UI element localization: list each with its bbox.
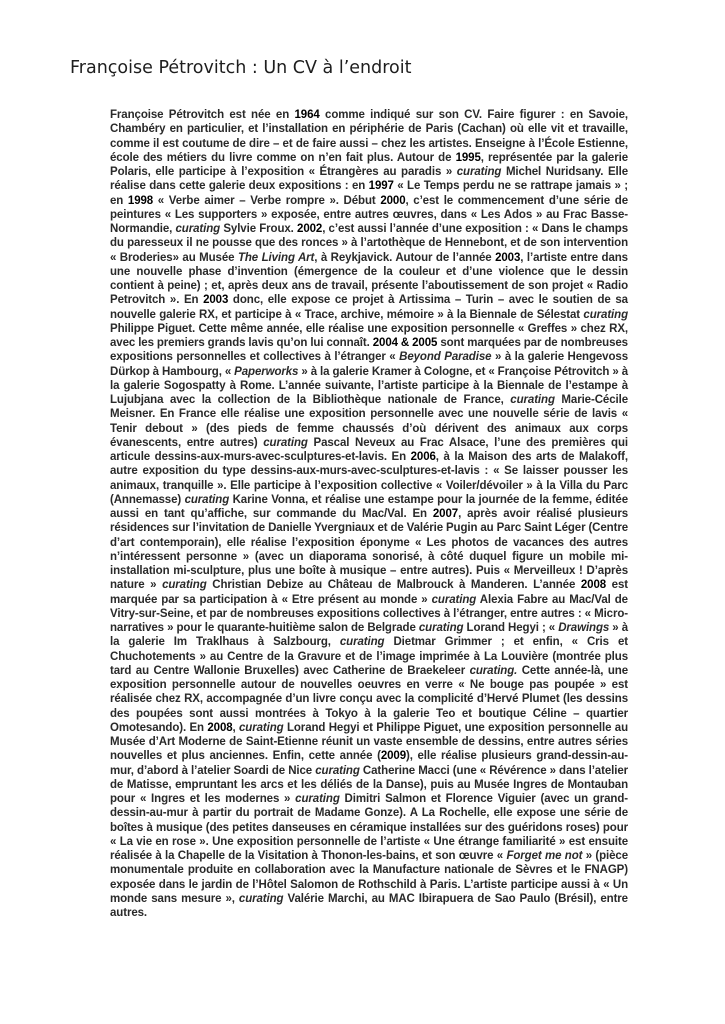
cv-paragraph — [110, 108, 628, 920]
text-run: Philippe Piguet. Cette même année, elle réalise une exposition personnelle « Greffes » chez RX, avec les premiers grands lavis qu’on lui connaît. — [110, 322, 628, 349]
text-run: Valérie Marchi, au MAC Ibirapuera de Sao Paulo (Brésil), entre autres. — [110, 892, 628, 919]
text-run: est marquée par sa participation à « Etre présent au monde » — [110, 579, 628, 606]
text-run: » à la galerie Kramer à Cologne, et « Françoise Pétrovitch » à la galerie Sogospatty à Rome. L’année suivante, l’artiste participe à la Biennale de l’estampe à Lujubjana avec la collection de la Bibliothèque nationale de France, — [110, 365, 629, 406]
text-run: Christian Debize au Château de Malbrouck à Manderen. L’année — [206, 579, 581, 592]
text-run: Cette année-là, une exposition personnelle autour de nouvelles oeuvres en verre « Ne bouge pas poupée » est réalisée chez RX, accompagnée d’un livre conçu avec la complicité d’Hervé Plumet (les dessins des poupées sont aussi montrées à Tokyo à la galerie Teo et boutique Céline – quartier Omotesando). En — [110, 664, 628, 734]
italic-text-run: curating — [263, 436, 308, 449]
text-run: donc, elle expose ce projet à Artissima – Turin – avec le soutien de sa nouvelle galerie RX, et participe à « Trace, archive, mémoire » à la Biennale de Sélestat — [110, 294, 628, 321]
year-text-run: 2003 — [495, 251, 521, 264]
italic-text-run: Beyond Paradise — [399, 351, 492, 364]
year-text-run: 2002 — [297, 223, 323, 235]
italic-text-run: curating — [510, 394, 555, 406]
text-run: ), elle réalise plusieurs grand-dessin-au-mur, d’abord à l’atelier Soardi de Nice — [110, 750, 629, 777]
year-text-run: 1995 — [455, 151, 481, 164]
italic-text-run: curating — [175, 223, 221, 235]
italic-text-run: curating — [315, 764, 360, 777]
year-text-run: 2006 — [410, 451, 436, 463]
year-text-run: 1964 — [294, 109, 320, 121]
year-text-run: 2008 — [580, 579, 607, 592]
text-run: sont marquées par de nombreuses expositions personnelles et collectives à l’étranger « — [110, 337, 628, 364]
year-text-run: 2009 — [380, 750, 406, 763]
text-run: « Verbe aimer – Verbe rompre ». Début — [153, 194, 381, 207]
text-run: Pascal Neveux au Frac Alsace, l’une des premières qui articule dessins-aux-murs-avec-sculptures-et-lavis. En — [110, 436, 628, 463]
text-run: « Le Temps perdu ne se rattrape jamais » ; en — [110, 180, 629, 207]
year-text-run: 1998 — [127, 194, 154, 207]
text-run: , à Reykjavick. Autour de l’année — [314, 251, 496, 264]
text-run: » à la galerie Im Traklhaus à Salzbourg, — [110, 622, 629, 649]
text-run: Catherine Macci (une « Révérence » dans l’atelier de Matisse, empruntant les arcs et les déliés de la Danse), puis au Musée Ingres de Montauban pour « Ingres et les modernes » — [110, 764, 628, 805]
text-run: , — [232, 721, 240, 734]
year-text-run: 2003 — [203, 294, 229, 307]
italic-text-run: curating — [239, 721, 284, 734]
year-text-run: 2007 — [432, 508, 459, 520]
text-run: Marie-Cécile Meisner. En France elle réalise une exposition personnelle avec une nouvelle série de lavis « Tenir debout » (des pieds de femme chaussés d’où dérivent des animaux aux corps évanescents, entre autres) — [110, 394, 628, 449]
italic-text-run: curating — [418, 622, 464, 634]
text-run: , l’artiste entre dans une nouvelle phase d’invention (émergence de la couleur et d’une violence que le dessin contient à peine) ; et, après deux ans de travail, présente l’aboutissement de son projet « Radio Petrovitch ». En — [110, 251, 628, 307]
italic-text-run: curating — [583, 308, 628, 321]
text-run: comme indiqué sur son CV. Faire figurer : en Savoie, Chambéry en particulier, et l’installation en périphérie de Paris (Cachan) où elle vit et travaille, comme il est coutume de dire – et de faire aussi – chez les artistes. Enseigne à l’École Estienne, école des métiers du livre comme on n’en fait plus. Autour de — [110, 109, 628, 164]
italic-text-run: Drawings — [558, 622, 610, 634]
text-run: Michel Nuridsany. Elle réalise dans cette galerie deux expositions : en — [110, 166, 628, 193]
text-run: Dietmar Grimmer ; et enfin, « Cris et Chuchotements » au Centre de la Gravure et de l’image imprimée à La Louvière (montrée plus tard au Centre Wallonie Bruxelles) avec Catherine de Braekeleer — [110, 636, 628, 677]
text-run: , représentée par la galerie Polaris, elle participe à l’exposition « Étrangères au paradis » — [110, 151, 628, 178]
text-run: Lorand Hegyi et Philippe Piguet, une exposition personnelle au Musée d’Art Moderne de Saint-Etienne réunit un vaste ensemble de dessins, entre autres séries nouvelles et plus anciennes. Enfin, cette année ( — [110, 721, 629, 763]
text-run: Alexia Fabre au Mac/Val de Vitry-sur-Seine, et par de nombreuses expositions collectives à l’étranger, entre autres : « Micro-narratives » pour le quarante-huitième salon de Belgrade — [110, 593, 628, 634]
italic-text-run: Paperworks — [234, 365, 299, 378]
italic-text-run: curating — [238, 892, 284, 905]
year-text-run: 1997 — [368, 180, 394, 193]
italic-text-run: curating — [456, 166, 502, 178]
italic-text-run: The Living Art — [237, 251, 315, 264]
italic-text-run: curating — [184, 493, 230, 506]
italic-text-run: curating — [339, 636, 385, 649]
text-run: Lorand Hegyi ; « — [463, 622, 559, 634]
text-run: » (pièce monumentale produite en collaboration avec la Manufacture nationale de Sèvres et le FNAGP) exposée dans le jardin de l’Hôtel Salomon de Rothschild à Paris. L’artiste participe aussi à « Un monde sans mesure », — [110, 850, 629, 905]
text-run: Françoise Pétrovitch est née en — [110, 109, 295, 121]
text-run: Dimitri Salmon et Florence Viguier (avec un grand-dessin-au-mur à partir du portrait de Madame Gonze). A La Rochelle, elle expose une série de boîtes à musique (des petites danseuses en céramique installées sur des guéridons roses) pour « La vie en rose ». Une exposition personnelle de l’artiste « Une étrange familiarité » est ensuite réalisée à la Chapelle de la Visitation à Thonon-les-bains, et son œuvre « — [110, 793, 629, 862]
text-run: , à la Maison des arts de Malakoff, autre exposition du type dessins-aux-murs-avec-sculptures-et-lavis : « Se laisser pousser les animaux, tranquille ». Elle participe à l’exposition collective « Voiler/dévoiler » à la Villa du Parc (Annemasse) — [110, 451, 628, 506]
year-text-run: 2000 — [380, 194, 406, 207]
text-run: Karine Vonna, et réalise une estampe pour la journée de la femme, éditée aussi en tant qu’affiche, sur commande du Mac/Val. En — [110, 493, 628, 520]
document-title: Françoise Pétrovitch : Un CV à l’endroit — [70, 58, 412, 78]
year-text-run: 2004 & 2005 — [372, 337, 438, 349]
text-run: , c’est aussi l’année d’une exposition : « Dans le champs du paresseux il ne pousse que des ronces » à l’artothèque de Hennebont, et de son intervention « Broderies» au Musée — [110, 223, 629, 264]
italic-text-run: curating — [162, 579, 207, 592]
year-text-run: 2008 — [207, 721, 233, 734]
text-run: , après avoir réalisé plusieurs résidences sur l’invitation de Danielle Yvergniaux et de Valérie Pugin au Parc Saint Léger (Centre d’art contemporain), elle réalise l’exposition éponyme « Les photos de vacances des autres n’intéressent personne » (avec un diaporama sonorisé, à côté duquel figure un mobile mi-installation mi-sculpture, plus une boîte à musique – entre autres). Puis « Merveilleux ! D’après nature » — [110, 508, 628, 592]
italic-text-run: curating — [431, 593, 477, 606]
italic-text-run: curating. — [469, 664, 518, 677]
italic-text-run: Forget me not — [506, 850, 583, 862]
text-run: Sylvie Froux. — [220, 223, 298, 235]
text-run: » à la galerie Hengevoss Dürkop à Hambourg, « — [110, 351, 628, 378]
italic-text-run: curating — [295, 793, 340, 805]
text-run: , c’est le commencement d’une série de peintures « Les supporters » exposée, entre autres œuvres, dans « Les Ados » au Frac Basse-Normandie, — [110, 194, 628, 235]
